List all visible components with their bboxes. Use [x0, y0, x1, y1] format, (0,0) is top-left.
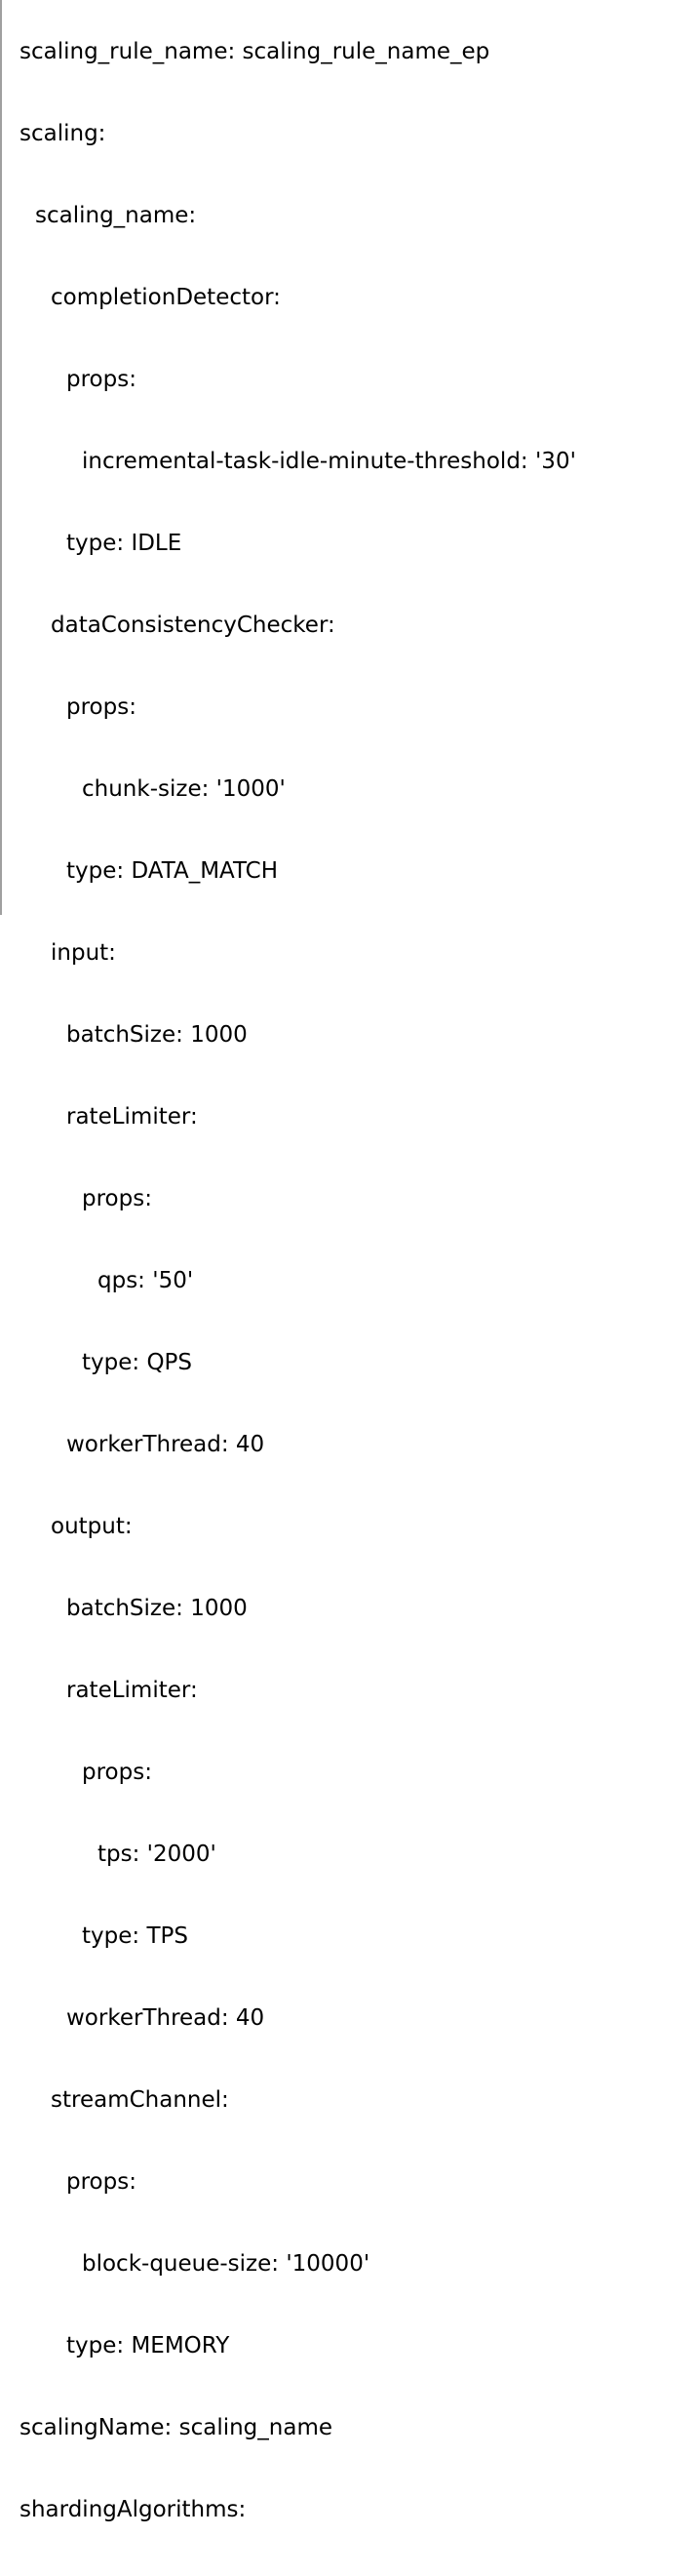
- yaml-line: output:: [51, 1514, 133, 1539]
- yaml-line: dataConsistencyChecker:: [51, 613, 335, 638]
- yaml-line: scalingName: scaling_name: [19, 2415, 333, 2440]
- yaml-line: rateLimiter:: [66, 1104, 198, 1129]
- yaml-line: rateLimiter:: [66, 1678, 198, 1703]
- yaml-code-block: [19, 0, 576, 2576]
- yaml-line: scaling:: [19, 121, 106, 146]
- yaml-line: scaling_rule_name: scaling_rule_name_ep: [19, 39, 490, 64]
- yaml-line: streamChannel:: [51, 2087, 229, 2113]
- yaml-line: input:: [51, 940, 116, 966]
- yaml-line: type: IDLE: [66, 531, 182, 556]
- yaml-line: tps: '2000': [97, 1842, 216, 1867]
- yaml-line: completionDetector:: [51, 285, 281, 310]
- yaml-line: qps: '50': [97, 1268, 194, 1293]
- yaml-line: props:: [66, 694, 136, 720]
- yaml-line: props:: [82, 1186, 152, 1211]
- yaml-line: type: TPS: [82, 1923, 188, 1949]
- yaml-line: incremental-task-idle-minute-threshold: '30': [82, 449, 576, 474]
- yaml-line: block-queue-size: '10000': [82, 2251, 370, 2277]
- yaml-line: workerThread: 40: [66, 1432, 265, 1457]
- yaml-line: shardingAlgorithms:: [19, 2497, 247, 2522]
- yaml-line: workerThread: 40: [66, 2005, 265, 2031]
- yaml-line: batchSize: 1000: [66, 1022, 248, 1048]
- yaml-line: type: MEMORY: [66, 2333, 230, 2358]
- yaml-line: type: DATA_MATCH: [66, 858, 279, 884]
- yaml-line: props:: [66, 2169, 136, 2195]
- yaml-line: props:: [66, 367, 136, 392]
- yaml-line: props:: [82, 1760, 152, 1785]
- yaml-line: scaling_name:: [35, 203, 197, 228]
- yaml-line: batchSize: 1000: [66, 1596, 248, 1621]
- yaml-line: type: QPS: [82, 1350, 193, 1375]
- yaml-line: chunk-size: '1000': [82, 776, 286, 802]
